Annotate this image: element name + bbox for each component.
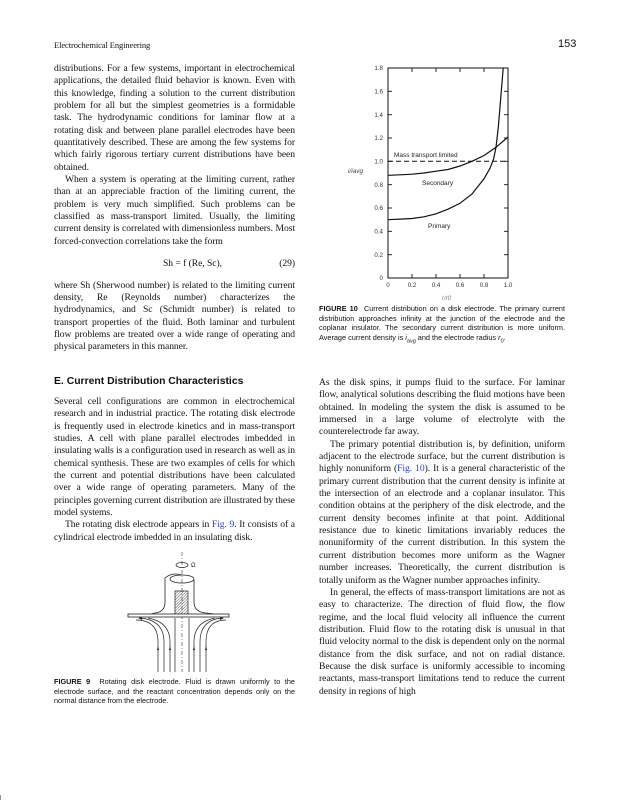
paragraph: distributions. For a few systems, important in electrochemical applications, the detailed fluid behavior is known. Even with this knowledge, finding a solution to the current distribution problem for all but the simplest geometries is a formidable task. The hydrodynamic conditions for laminar flow at a rotating disk and between plane parallel electrodes have been quantitatively described. These are among the few systems for which fairly rigorous tertiary current distributions have been obtained.: [54, 63, 295, 173]
right-column: [319, 377, 565, 698]
y-tick-labels: [374, 65, 383, 282]
figure-9-link[interactable]: Fig. 9: [211, 519, 235, 531]
page-number: 153: [558, 38, 577, 50]
figure-label: FIGURE 10: [319, 304, 358, 313]
svg-text:1.6: 1.6: [374, 88, 383, 96]
text-span: . It consists of a cylindrical electrode imbedded in an insulating disk.: [54, 519, 296, 543]
svg-text:0.8: 0.8: [479, 282, 489, 289]
text-span: ). It is a general characteristic of the primary current distribution that the current density is infinite at the intersection of an electrode and a coplanar insulator. This condition obtains at the periphery of the disk electrode, and the current density becomes infinite at that point. Additional resistance due to kinetic limitations invariably reduces the nonuniformity of the current distribution. In this system the current distribution becomes more uniform as the Wagner number increases. Theoretically, the current distribution is totally uniform as the Wagner number approaches infinity.: [319, 463, 565, 586]
paragraph: When a system is operating at the limiting current, rather than at an appreciable fraction of the limiting current, the problem is very much simplified. Such problems can be classified as mass-transport limited. Usually, the limiting current density is correlated with dimensionless numbers. Most forced-convection correlations take the form: [54, 174, 295, 247]
figure-10-link[interactable]: Fig. 10: [397, 463, 425, 475]
equation-29: [54, 258, 295, 270]
paragraph: where Sh (Sherwood number) is related to the limiting current density, Re (Reynolds number) characterizes the hydrodynamics, and Sc (Schmidt number) is related to transport properties of the fluid. Both laminar and turbulent flow problems are treated over a wide range of operating and physical parameters in this manner.: [54, 279, 295, 353]
svg-text:0.4: 0.4: [431, 282, 441, 289]
subscript-avg: avg: [406, 338, 416, 345]
figure-9-caption: [54, 677, 295, 706]
plot-frame: [388, 68, 508, 278]
paragraph: As the disk spins, it pumps fluid to the surface. For laminar flow, analytical solutions describing the fluid motions have been obtained. In modeling the system the disk is assumed to be immersed in a large volume of electrolyte with the counterelectrode far away.: [319, 377, 565, 438]
caption-text: Current distribution on a disk electrode. The primary current distribution approaches infinity at the junction of the electrode and the coplanar insulator. The secondary current distribution is more uniform. Average current density is: [319, 304, 565, 343]
paragraph: In general, the effects of mass-transport limitations are not as easy to characterize. The direction of fluid flow, the flow regime, and the local fluid velocity all influence the current distribution. Fluid flow to the rotating disk is unusual in that fluid velocity normal to the disk is dependent only on the normal distance from the disk surface, and not on radial distance. Because the disk surface is uniformly accessible to incoming reactants, mass-transport limitations tend to reduce the current density in regions of high: [319, 586, 565, 697]
svg-text:0.2: 0.2: [374, 252, 383, 259]
secondary-label: Secondary: [422, 180, 454, 187]
section-body: [54, 396, 295, 544]
svg-text:0.6: 0.6: [374, 205, 383, 212]
paragraph: [54, 519, 295, 544]
caption-text: and the electrode radius: [415, 333, 499, 343]
page-edge-mark: [0, 795, 1, 800]
caption-text: Rotating disk electrode. Fluid is drawn uniformly to the electrode surface, and the reactant concentration depends only on the normal distance from the electrode.: [54, 677, 295, 706]
figure-10-caption: [319, 304, 565, 347]
svg-text:0.6: 0.6: [455, 282, 465, 289]
svg-text:1.4: 1.4: [374, 112, 383, 119]
x-tick-labels: [386, 282, 513, 289]
svg-text:0.2: 0.2: [407, 282, 417, 289]
svg-text:0.8: 0.8: [374, 182, 383, 189]
figure-9: [120, 550, 250, 675]
figure-10-chart: [330, 58, 520, 303]
svg-text:0: 0: [379, 275, 383, 282]
caption-text: .: [503, 333, 506, 343]
paragraph: [319, 439, 565, 587]
svg-text:1.8: 1.8: [374, 65, 383, 72]
text-span: The rotating disk electrode appears in: [65, 519, 212, 531]
electrode: [175, 591, 188, 616]
omega-label: Ω: [191, 563, 196, 569]
section-heading: E. Current Distribution Characteristics: [54, 376, 244, 387]
symbol-i: i: [405, 333, 407, 343]
subscript-0: 0: [500, 338, 504, 345]
svg-text:0: 0: [386, 282, 390, 289]
equation-body: Sh = f (Re, Sc),: [163, 258, 222, 270]
svg-text:0.4: 0.4: [374, 228, 383, 236]
y-ticks: [388, 91, 508, 254]
svg-text:1.0: 1.0: [503, 282, 513, 289]
mass-transport-limited-label: Mass transport limited: [394, 152, 458, 159]
svg-text:1.2: 1.2: [374, 135, 383, 142]
running-head: Electrochemical Engineering: [54, 40, 151, 50]
paragraph: Several cell configurations are common in electrochemical research and in industrial practice. The rotating disk electrode is frequently used in electrode kinetics and in mass-transport studies. A cell with plane parallel electrodes imbedded in insulating walls is a configuration used in research as well as in chemical synthesis. These are two examples of cells for which the current and potential distributions have been calculated over a wide range of operating parameters. Many of the principles governing current distribution are illustrated by these model systems.: [54, 396, 296, 519]
y-axis-label: i/iavg: [348, 168, 364, 175]
text-span: The primary potential distribution is, by definition, uniform adjacent to the electrode surface, but the current distribution is highly nonuniform (: [319, 438, 565, 475]
equation-number: (29): [279, 258, 295, 270]
figure-label: FIGURE 9: [54, 677, 91, 686]
rotating-disk-diagram: [120, 550, 250, 675]
left-column: [54, 63, 295, 354]
x-axis-label: r/r0: [442, 296, 451, 302]
primary-curve: [388, 68, 503, 220]
insulating-disk: [128, 614, 229, 617]
primary-label: Primary: [428, 223, 451, 230]
symbol-r: r: [498, 333, 501, 343]
svg-text:1.0: 1.0: [374, 158, 383, 166]
current-distribution-chart: [330, 58, 520, 303]
